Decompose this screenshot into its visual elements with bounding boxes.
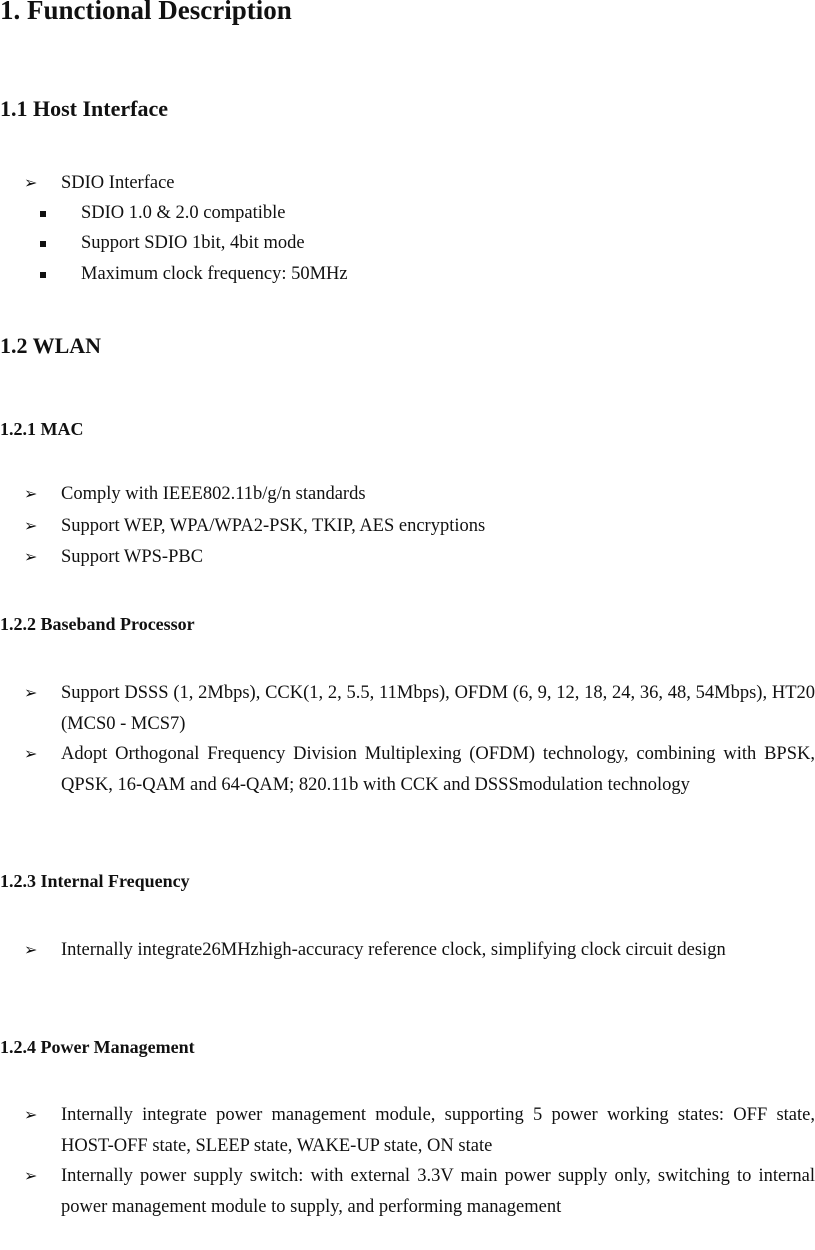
arrow-bullet-icon: ➢	[24, 746, 38, 763]
subsection-heading-power-management: 1.2.4 Power Management	[0, 1037, 195, 1057]
arrow-bullet-icon: ➢	[24, 549, 38, 566]
square-bullet-icon	[40, 272, 46, 278]
list-item	[24, 678, 815, 740]
list-item-text: Internally integrate26MHzhigh-accuracy reference clock, simplifying clock circuit design	[61, 940, 726, 960]
subsection-heading-mac: 1.2.1 MAC	[0, 419, 84, 439]
list-item	[24, 511, 815, 542]
list-item	[24, 935, 815, 966]
subsection-heading-baseband: 1.2.2 Baseband Processor	[0, 614, 195, 634]
square-bullet-icon	[40, 241, 46, 247]
sub-list-item-text: Support SDIO 1bit, 4bit mode	[81, 233, 305, 253]
arrow-bullet-icon: ➢	[24, 175, 38, 192]
list-item	[24, 542, 815, 573]
sub-list-item-text: SDIO 1.0 & 2.0 compatible	[81, 203, 286, 223]
list-item-text: Adopt Orthogonal Frequency Division Multiplexing (OFDM) technology, combining with BPSK, QPSK, 16-QAM and 64-QAM; 820.11b with CCK and DSSSmodulation technology	[61, 744, 815, 795]
list-item-text: Support WPS-PBC	[61, 547, 204, 567]
list-item	[24, 1100, 815, 1162]
list-item-text: Internally integrate power management module, supporting 5 power working states: OFF state, HOST-OFF state, SLEEP state, WAKE-UP state, ON state	[61, 1105, 815, 1156]
list-item-text: Support DSSS (1, 2Mbps), CCK(1, 2, 5.5, 11Mbps), OFDM (6, 9, 12, 18, 24, 36, 48, 54Mbps), HT20 (MCS0 - MCS7)	[61, 683, 815, 734]
arrow-bullet-icon: ➢	[24, 518, 38, 535]
list-item-text: SDIO Interface	[61, 173, 175, 193]
subsection-heading-internal-frequency: 1.2.3 Internal Frequency	[0, 871, 190, 891]
list-item	[24, 479, 815, 510]
square-bullet-icon	[40, 211, 46, 217]
list-item	[24, 1161, 815, 1223]
sub-list-item	[40, 259, 800, 290]
sub-list-item	[40, 228, 800, 259]
arrow-bullet-icon: ➢	[24, 685, 38, 702]
section-heading-wlan: 1.2 WLAN	[0, 333, 102, 358]
sub-list-item-text: Maximum clock frequency: 50MHz	[81, 264, 348, 284]
list-item-text: Support WEP, WPA/WPA2-PSK, TKIP, AES encryptions	[61, 516, 486, 536]
list-item	[24, 168, 815, 199]
sub-list-item	[40, 198, 800, 229]
section-heading-host-interface: 1.1 Host Interface	[0, 96, 169, 121]
page-title: 1. Functional Description	[0, 0, 292, 25]
list-item-text: Internally power supply switch: with external 3.3V main power supply only, switching to internal power management module to supply, and performing management	[61, 1166, 815, 1217]
list-item	[24, 739, 815, 801]
arrow-bullet-icon: ➢	[24, 1107, 38, 1124]
arrow-bullet-icon: ➢	[24, 486, 38, 503]
arrow-bullet-icon: ➢	[24, 1168, 38, 1185]
arrow-bullet-icon: ➢	[24, 942, 38, 959]
list-item-text: Comply with IEEE802.11b/g/n standards	[61, 484, 366, 504]
